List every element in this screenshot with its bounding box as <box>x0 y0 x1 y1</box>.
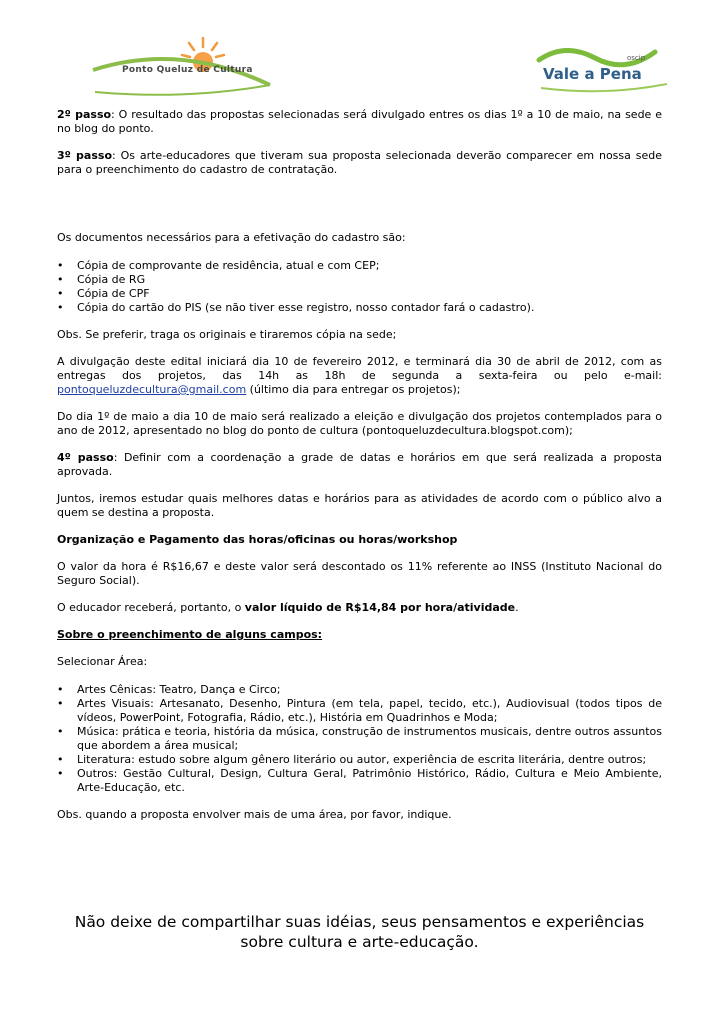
list-item: • Cópia de RG <box>57 273 146 286</box>
area-label: Selecionar Área: <box>57 655 148 668</box>
page-header <box>57 0 662 108</box>
bullet-icon: • <box>57 287 64 300</box>
step-2-text: : O resultado das propostas selecionadas será divulgado entres os dias 1º a 10 de maio, na sede e no blog do ponto. <box>57 108 662 135</box>
bullet-icon: • <box>57 697 64 710</box>
list-item: • Artes Visuais: Artesanato, Desenho, Pintura (em tela, papel, tecido, etc.), Audiovisual (todos tipos de vídeos, PowerPoint, Fotografia, Rádio, etc.), História em Quadrinhos e Moda; <box>57 697 662 724</box>
oscip-label: oscip <box>627 54 646 62</box>
documents-list <box>57 259 662 315</box>
ponto-queluz-logo <box>85 30 285 100</box>
obs-multiple-areas: Obs. quando a proposta envolver mais de uma área, por favor, indique. <box>57 808 452 821</box>
step-2-paragraph <box>57 108 662 136</box>
bullet-icon: • <box>57 767 64 780</box>
footer-message: Não deixe de compartilhar suas idéias, seus pensamentos e experiências sobre cultura e arte-educação. <box>74 913 645 951</box>
area-list <box>57 683 662 795</box>
left-logo-text: Ponto Queluz de Cultura <box>122 65 253 75</box>
campos-heading: Sobre o preenchimento de alguns campos: <box>57 628 323 641</box>
list-item: • Música: prática e teoria, história da música, construção de instrumentos musicais, dentre outros assuntos que abordem a área musical; <box>57 725 662 752</box>
valor-paragraph: O valor da hora é R$16,67 e deste valor será descontado os 11% referente ao INSS (Instituto Nacional do Seguro Social). <box>57 560 662 587</box>
bullet-icon: • <box>57 753 64 766</box>
documents-intro: Os documentos necessários para a efetivação do cadastro são: <box>57 231 406 244</box>
list-item: • Cópia do cartão do PIS (se não tiver esse registro, nosso contador fará o cadastro). <box>57 301 535 314</box>
list-item: • Cópia de CPF <box>57 287 150 300</box>
juntos-paragraph: Juntos, iremos estudar quais melhores datas e horários para as atividades de acordo com o público alvo a quem se destina a proposta. <box>57 492 662 519</box>
list-item: • Outros: Gestão Cultural, Design, Cultura Geral, Patrimônio Histórico, Rádio, Cultura e Meio Ambiente, Arte-Educação, etc. <box>57 767 662 794</box>
bullet-icon: • <box>57 725 64 738</box>
organization-heading: Organização e Pagamento das horas/oficinas ou horas/workshop <box>57 533 458 546</box>
step-3-label: 3º passo <box>57 149 113 162</box>
obs-originals: Obs. Se preferir, traga os originais e tiraremos cópia na sede; <box>57 328 397 341</box>
bullet-icon: • <box>57 683 64 696</box>
step-4-paragraph <box>57 451 662 479</box>
bullet-icon: • <box>57 259 64 272</box>
step-4-text: : Definir com a coordenação a grade de datas e horários em que será realizada a proposta aprovada. <box>57 451 662 478</box>
divulgacao-paragraph: A divulgação deste edital iniciará dia 10 de fevereiro 2012, e terminará dia 30 de abril de 2012, com as entregas dos projetos, das 14h as 18h de segunda a sexta-feira ou pelo e-mail: pontoqueluzdecultura@gmail.com (último dia para entregar os projetos); <box>57 355 662 396</box>
list-item: • Cópia de comprovante de residência, atual e com CEP; <box>57 259 380 272</box>
bullet-icon: • <box>57 273 64 286</box>
vale-a-pena-label: Vale a Pena <box>543 65 642 83</box>
document-page <box>57 0 662 822</box>
step-3-paragraph <box>57 149 662 177</box>
educador-paragraph: O educador receberá, portanto, o valor líquido de R$14,84 por hora/atividade. <box>57 601 519 614</box>
vale-a-pena-logo <box>535 40 685 100</box>
bullet-icon: • <box>57 301 64 314</box>
email-link[interactable]: pontoqueluzdecultura@gmail.com <box>57 383 247 396</box>
step-3-text: : Os arte-educadores que tiveram sua proposta selecionada deverão comparecer em nossa sede para o preenchimento do cadastro de contratação. <box>57 149 663 176</box>
list-item: • Artes Cênicas: Teatro, Dança e Circo; <box>57 683 281 696</box>
list-item: • Literatura: estudo sobre algum gênero literário ou autor, experiência de escrita literária, dentre outros; <box>57 753 647 766</box>
eleicao-paragraph: Do dia 1º de maio a dia 10 de maio será realizado a eleição e divulgação dos projetos contemplados para o ano de 2012, apresentado no blog do ponto de cultura (pontoqueluzdecultura.blogspot.com); <box>57 410 662 437</box>
step-4-label: 4º passo <box>57 451 114 464</box>
step-2-label: 2º passo <box>57 108 112 121</box>
valor-liquido: valor líquido de R$14,84 por hora/atividade <box>244 601 516 614</box>
